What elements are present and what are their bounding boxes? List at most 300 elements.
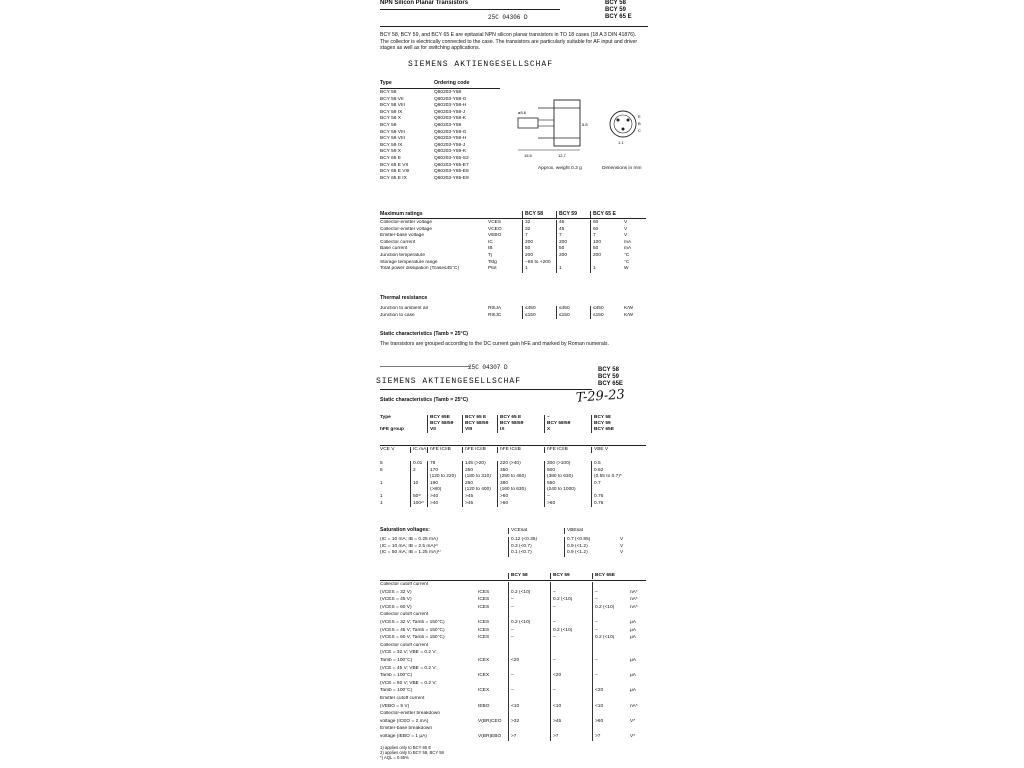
table-cell [508, 643, 550, 651]
column-header: BCY 65E [592, 573, 630, 579]
table-cell: 500 [544, 468, 591, 475]
column-header: Type [380, 415, 391, 420]
table-cell: Q60203-Y58-G [434, 96, 467, 102]
table-cell: 50 [590, 246, 624, 253]
table-cell: VCEO [488, 226, 502, 232]
footnote: 1) applies only to BCY 65 E [380, 745, 432, 750]
table-cell [592, 696, 630, 704]
table-cell: Junction temperature [380, 252, 426, 258]
ordering-code-rows [380, 90, 500, 182]
table-cell: V [620, 543, 624, 549]
table-cell: Storage temperature range [380, 259, 438, 265]
column-header: BCY 58/59 [462, 421, 497, 427]
table-cell: 0.2 (<10) [550, 597, 592, 605]
thermal-title: Thermal resistance [380, 295, 428, 301]
table-cell: 190 [427, 481, 462, 488]
divider [380, 366, 470, 367]
table-cell: 0.5 [591, 461, 646, 468]
table-cell [478, 612, 508, 620]
intro-paragraph: BCY 58, BCY 59, and BCY 65 E are epitaxial NPN silicon planar transistors in TO 18 cases (18 A 3 DIN 41876). The collector is electrically connected to the case. The transistors are particularly suitable for AF input and driver stages as well as for switching applications. [380, 32, 638, 52]
table-cell: (VCES = 60 V) [380, 604, 412, 610]
pin-label: E [638, 114, 641, 119]
table-cell: – [550, 590, 592, 598]
table-cell: V [624, 220, 628, 225]
column-header: BCY 58/59 [544, 421, 591, 427]
table-cell: 0.2 (<10) [592, 605, 630, 613]
table-cell [508, 650, 550, 658]
table-cell: – [508, 688, 550, 696]
table-cell: 60 [590, 227, 624, 234]
saturation-header [380, 528, 646, 534]
model-bcy58: BCY 58 [598, 367, 619, 373]
datasheet-page-1 [376, 0, 648, 356]
table-cell: 300 (>100) [544, 461, 591, 468]
column-header [478, 573, 508, 579]
table-cell: Emitter cutoff current [380, 695, 425, 701]
table-cell: 260 [462, 481, 497, 488]
table-cell: Base current [380, 246, 408, 252]
table-cell: – [592, 658, 630, 666]
table-cell: voltage (ICEO = 2 mA) [380, 718, 429, 724]
ordering-code-table [380, 80, 500, 87]
column-header: hFE IC/IB [427, 447, 462, 453]
table-cell: 100 [590, 240, 624, 247]
table-cell: µA [630, 627, 636, 633]
table-cell: 0.2 (<10) [508, 620, 550, 628]
table-cell: 1 [590, 266, 624, 273]
column-header: BCY 58 [508, 573, 550, 579]
table-cell: – [592, 590, 630, 598]
divider [380, 9, 560, 10]
model-bcy58: BCY 58 [605, 0, 626, 6]
table-cell [592, 726, 630, 734]
table-cell: 0.01 [410, 461, 427, 468]
column-header [630, 573, 646, 579]
table-cell: (240 to 1000) [544, 487, 591, 494]
table-cell: (IC = 10 mA; IB = 2.5 mA)²⁾ [380, 543, 438, 549]
table-cell: (160 to 630) [497, 487, 544, 494]
dimension-label: 1.1 [618, 140, 624, 145]
table-cell: – [592, 620, 630, 628]
table-cell: <20 [592, 688, 630, 696]
table-cell: (IC = 10 mA; IB = 0.25 mA) [380, 537, 438, 542]
table-cell: 0.2 (<10) [592, 635, 630, 643]
table-cell: BCY 59 VIII [380, 129, 405, 135]
table-cell: – [508, 605, 550, 613]
table-cell: BCY 59 X [380, 149, 401, 155]
table-cell: 0.76 [591, 494, 646, 501]
table-cell: ICES [478, 635, 490, 641]
column-header: VCEsat [508, 528, 564, 534]
table-cell: Junction to case [380, 312, 415, 318]
table-cell: (VCES = 45 V) [380, 597, 412, 603]
column-header: hFE IC/IB [544, 447, 591, 453]
gain-table [380, 461, 646, 507]
table-cell: <10 [550, 704, 592, 712]
table-cell [550, 666, 592, 674]
table-cell: ICEX [478, 688, 490, 694]
gain-table-header [380, 415, 646, 433]
table-cell [591, 487, 646, 494]
table-cell: (VCES = 60 V; Tamb = 150°C) [380, 635, 445, 641]
table-cell: Collector-emitter voltage [380, 220, 432, 225]
table-cell: 200 [522, 240, 556, 247]
dimensions-note: Dimensions in mm [602, 166, 642, 171]
table-cell: 0.76 [591, 501, 646, 508]
document-column [376, 0, 648, 768]
table-cell: >40 [427, 501, 462, 508]
table-cell: – [544, 494, 591, 501]
table-cell: V* [630, 718, 636, 724]
table-cell: Q60203-Y65-E9 [434, 175, 469, 181]
table-cell: (380 to 630) [544, 474, 591, 481]
table-cell [592, 711, 630, 719]
table-cell [550, 726, 592, 734]
static-text: The transistors are grouped according to the DC current gain hFE and marked by Roman numerals. [380, 341, 609, 347]
table-cell: 380 [497, 481, 544, 488]
table-cell: 550 [544, 481, 591, 488]
table-cell [630, 650, 646, 658]
cutoff-table [380, 582, 646, 741]
table-cell: <20 [508, 658, 550, 666]
table-cell: – [550, 635, 592, 643]
table-cell: VCES [488, 220, 502, 225]
divider [380, 580, 646, 581]
table-cell: Total power dissipation (Tcase≤45°C) [380, 266, 459, 272]
weight-note: Approx. weight 0.3 g [538, 166, 582, 171]
table-cell: (VEBO = 5 V) [380, 703, 410, 709]
static-title: Static characteristics (Tamb = 25°C) [380, 397, 469, 403]
table-cell: V [620, 537, 624, 542]
table-cell: 200 [522, 253, 556, 260]
table-cell: 350 [497, 468, 544, 475]
package-drawing [514, 94, 648, 164]
table-cell [620, 528, 646, 534]
table-cell: Emitter-base breakdown [380, 726, 432, 732]
table-cell: Tamb = 100°C) [380, 688, 413, 694]
saturation-table [380, 537, 646, 557]
table-cell: – [550, 620, 592, 628]
table-cell: K/W [624, 306, 634, 311]
table-cell: 10 [410, 481, 427, 488]
table-cell: Q60203-Y59-J [434, 142, 466, 148]
table-cell: 0.3 (<0.7) [508, 544, 564, 551]
table-cell: (VCE = 32 V; VBE = 0.2 V; [380, 650, 437, 656]
table-cell: Junction to ambient air [380, 306, 429, 311]
table-cell [592, 666, 630, 674]
table-cell: >45 [550, 719, 592, 727]
table-cell: 7 [556, 233, 590, 240]
table-cell: ICES [478, 627, 490, 633]
table-cell: nA* [630, 604, 638, 610]
table-cell [508, 681, 550, 689]
handwritten-note: T-29-23 [575, 387, 626, 406]
model-list [605, 0, 649, 21]
table-cell: 5 [380, 461, 383, 466]
table-cell [630, 582, 646, 590]
table-cell [592, 612, 630, 620]
table-cell: µA [630, 619, 636, 625]
column-header: VCE V [380, 447, 395, 452]
table-cell: nA* [630, 703, 638, 709]
model-bcy59: BCY 59 [605, 7, 626, 13]
column-header: hFE IC/IB [497, 447, 544, 453]
table-cell: BCY 65 E VIII [380, 169, 410, 175]
saturation-title: Saturation voltages: [380, 527, 430, 533]
column-header [488, 211, 522, 218]
datasheet-page-2 [376, 361, 648, 768]
pin-label: C [638, 128, 641, 133]
column-header: BCY 58 [591, 415, 646, 421]
table-cell [508, 612, 550, 620]
table-cell: >45 [462, 501, 497, 508]
table-cell: voltage (IEBO = 1 µA) [380, 733, 427, 739]
table-cell: Collector-emitter voltage [380, 226, 432, 232]
table-cell: 0.7 [591, 481, 646, 488]
table-cell: – [592, 628, 630, 636]
table-cell: ICES [478, 597, 490, 603]
table-cell: 1 [556, 266, 590, 273]
table-cell: V [624, 233, 628, 239]
column-header: hFE IC/IB [462, 447, 497, 453]
table-cell [478, 726, 508, 734]
table-cell: ≤450 [522, 306, 556, 313]
table-cell: Q60203-Y58-J [434, 109, 466, 115]
table-cell: Collector-emitter breakdown [380, 711, 440, 717]
table-cell [478, 711, 508, 719]
table-cell: nA* [630, 589, 638, 595]
column-header: VII [427, 427, 462, 433]
table-cell: 0.2 (<10) [508, 590, 550, 598]
table-cell: – [508, 628, 550, 636]
table-cell: 0.9 (<1.2) [564, 544, 620, 551]
dimension-label: ø5.6 [518, 110, 527, 115]
table-cell: – [592, 673, 630, 681]
table-cell: (VCES = 45 V; Tamb = 150°C) [380, 627, 445, 633]
table-cell: ≤150 [522, 313, 556, 320]
divider [380, 26, 648, 27]
table-cell: 45 [556, 227, 590, 234]
table-cell [630, 726, 646, 734]
table-cell [630, 681, 646, 689]
gain-table-units [380, 447, 646, 453]
pin-label: B [638, 121, 641, 126]
table-cell: – [592, 597, 630, 605]
company-stamp: SIEMENS AKTIENGESELLSCHAF [376, 377, 522, 386]
table-cell: V(BR)EBO [478, 733, 502, 739]
table-cell: Q60203-Y65-S2 [434, 155, 469, 161]
table-cell: nA* [630, 597, 638, 603]
table-cell: 1 [380, 500, 383, 506]
table-cell: Collector current [380, 239, 416, 245]
table-cell: V(BR)CEO [478, 718, 502, 724]
table-cell: <10 [508, 704, 550, 712]
table-cell: RthJC [488, 312, 502, 318]
table-cell: 145 (>20) [462, 461, 497, 468]
table-cell [630, 643, 646, 651]
table-cell: (VCES = 32 V; Tamb = 150°C) [380, 619, 445, 625]
table-cell [508, 711, 550, 719]
column-header: BCY 65 E [497, 415, 544, 421]
table-cell: BCY 65 E VII [380, 162, 409, 168]
table-cell: ICES [478, 589, 490, 595]
model-bcy59: BCY 59 [598, 374, 619, 380]
table-cell: >7 [550, 734, 592, 742]
table-cell: 32 [522, 220, 556, 227]
table-cell: 7 [590, 233, 624, 240]
table-cell: (IC = 50 mA; IB = 1.25 mA)¹⁾ [380, 550, 441, 556]
table-cell: Collector cutoff current [380, 612, 429, 618]
table-cell [630, 696, 646, 704]
table-cell [550, 582, 592, 590]
table-cell: 0.7 (<0.85) [564, 537, 620, 544]
model-bcy65e: BCY 65 E [605, 14, 632, 20]
table-cell: BCY 59 VIII [380, 136, 405, 142]
table-cell: ≤450 [590, 306, 624, 313]
table-cell [508, 696, 550, 704]
column-header: BCY 65 E [590, 211, 624, 218]
table-cell: 1 [380, 493, 383, 499]
table-cell: °C [624, 259, 630, 265]
footnote: *) AQL = 0.65% [380, 755, 409, 760]
column-header [624, 211, 646, 218]
table-cell: Q60203-Y58-K [434, 116, 466, 122]
table-cell: 250 [462, 468, 497, 475]
table-cell [630, 666, 646, 674]
table-cell: mA [624, 239, 632, 245]
table-cell: µA [630, 657, 636, 663]
archive-stamp: 25C 04306 D [488, 14, 528, 21]
table-cell: Q60203-Y59-H [434, 136, 467, 142]
table-cell: Q60203-Y65-E8 [434, 169, 469, 175]
table-cell: 50¹⁾ [410, 494, 427, 501]
table-cell [590, 260, 624, 267]
table-cell: >40 [427, 494, 462, 501]
table-cell [592, 681, 630, 689]
table-cell: K/W [624, 312, 634, 318]
table-cell: Q60203-Y59-K [434, 149, 466, 155]
table-cell: µA [630, 635, 636, 641]
table-cell [550, 650, 592, 658]
table-cell: 32 [522, 227, 556, 234]
table-cell: <20 [550, 673, 592, 681]
table-cell [478, 696, 508, 704]
table-cell: IC [488, 239, 493, 245]
table-cell [380, 528, 508, 534]
column-header: IC mA [410, 447, 427, 453]
table-cell [478, 650, 508, 658]
table-cell: V* [630, 733, 636, 739]
table-cell: – [550, 658, 592, 666]
archive-stamp: 25C 04307 D [468, 364, 508, 371]
table-cell: >60 [497, 501, 544, 508]
table-cell [478, 643, 508, 651]
table-cell: 0.2 (<10) [550, 628, 592, 636]
thermal-resistance-table [380, 306, 646, 319]
table-cell: (180 to 310) [462, 474, 497, 481]
table-cell: (VCE = 60 V; VBE = 0.2 V; [380, 680, 437, 686]
column-header: BCY 65 E [462, 415, 497, 421]
divider [380, 88, 500, 89]
table-cell: µA [630, 688, 636, 694]
column-header: BCY 65E [427, 415, 462, 421]
table-cell: BCY 58 [380, 90, 397, 95]
table-cell: 1 [522, 266, 556, 273]
table-cell: (120 to 400) [462, 487, 497, 494]
table-cell: Q60203-Y65-E7 [434, 162, 469, 168]
table-cell: ≤150 [590, 313, 624, 320]
table-cell: – [550, 688, 592, 696]
table-cell: >7 [508, 734, 550, 742]
table-cell [592, 582, 630, 590]
table-cell: °C [624, 252, 630, 258]
table-cell: (VCES = 32 V) [380, 589, 412, 595]
table-cell: Collector cutoff current [380, 582, 429, 587]
table-cell: (120 to 220) [427, 474, 462, 481]
table-cell [592, 650, 630, 658]
table-cell: ≤150 [556, 313, 590, 320]
table-cell: >45 [462, 494, 497, 501]
table-cell: 0.12 (<0.35) [508, 537, 564, 544]
column-header: BCY 59 [591, 421, 646, 427]
table-cell: ICES [478, 604, 490, 610]
table-cell: 50 [522, 246, 556, 253]
table-cell: – [508, 673, 550, 681]
column-header: BCY 58 [522, 211, 556, 218]
table-cell: mA [624, 246, 632, 252]
table-cell: ICES [478, 619, 490, 625]
page-title: NPN Silicon Planar Transistors [380, 0, 469, 6]
table-cell: µA [630, 673, 636, 679]
table-cell: 0.9 (<1.2) [564, 550, 620, 557]
table-cell: IEBO [478, 703, 490, 709]
table-cell [550, 711, 592, 719]
table-cell: BCY 65 E IX [380, 175, 407, 181]
dimension-label: 5.8 [582, 122, 588, 127]
table-cell: BCY 65 E [380, 155, 401, 161]
table-cell: Emitter-base voltage [380, 233, 424, 239]
column-header: Ordering code [434, 80, 470, 86]
table-cell: Tj [488, 252, 492, 258]
table-cell: 60 [590, 220, 624, 227]
table-cell: 170 [427, 468, 462, 475]
table-cell: Q60203-Y59-G [434, 129, 467, 135]
table-cell: Q60203-Y58 [434, 90, 462, 95]
model-list [598, 367, 646, 388]
table-cell: Q60203-Y58-H [434, 103, 467, 109]
column-header [380, 573, 478, 579]
table-cell: 0.1 (<0.7) [508, 550, 564, 557]
table-cell: (>80) [427, 487, 462, 494]
column-header: Type [380, 80, 392, 86]
table-cell: BCY 58 IX [380, 109, 403, 115]
table-cell: ≤450 [556, 306, 590, 313]
table-cell: (0.55 to 0.7)* [591, 474, 646, 481]
table-cell [380, 474, 410, 481]
table-cell: W [624, 266, 629, 272]
table-cell: Collector cutoff current [380, 642, 429, 648]
table-cell [478, 582, 508, 590]
table-cell: BCY 58 X [380, 116, 401, 122]
table-cell: – [508, 597, 550, 605]
table-cell: BCY 58 VII [380, 96, 404, 102]
table-cell: – [508, 635, 550, 643]
maximum-ratings-header [380, 211, 646, 218]
table-cell: Ptot [488, 266, 497, 272]
table-cell: BCY 58 VIII [380, 103, 405, 109]
table-cell: 50 [556, 246, 590, 253]
table-cell: ICEX [478, 657, 490, 663]
